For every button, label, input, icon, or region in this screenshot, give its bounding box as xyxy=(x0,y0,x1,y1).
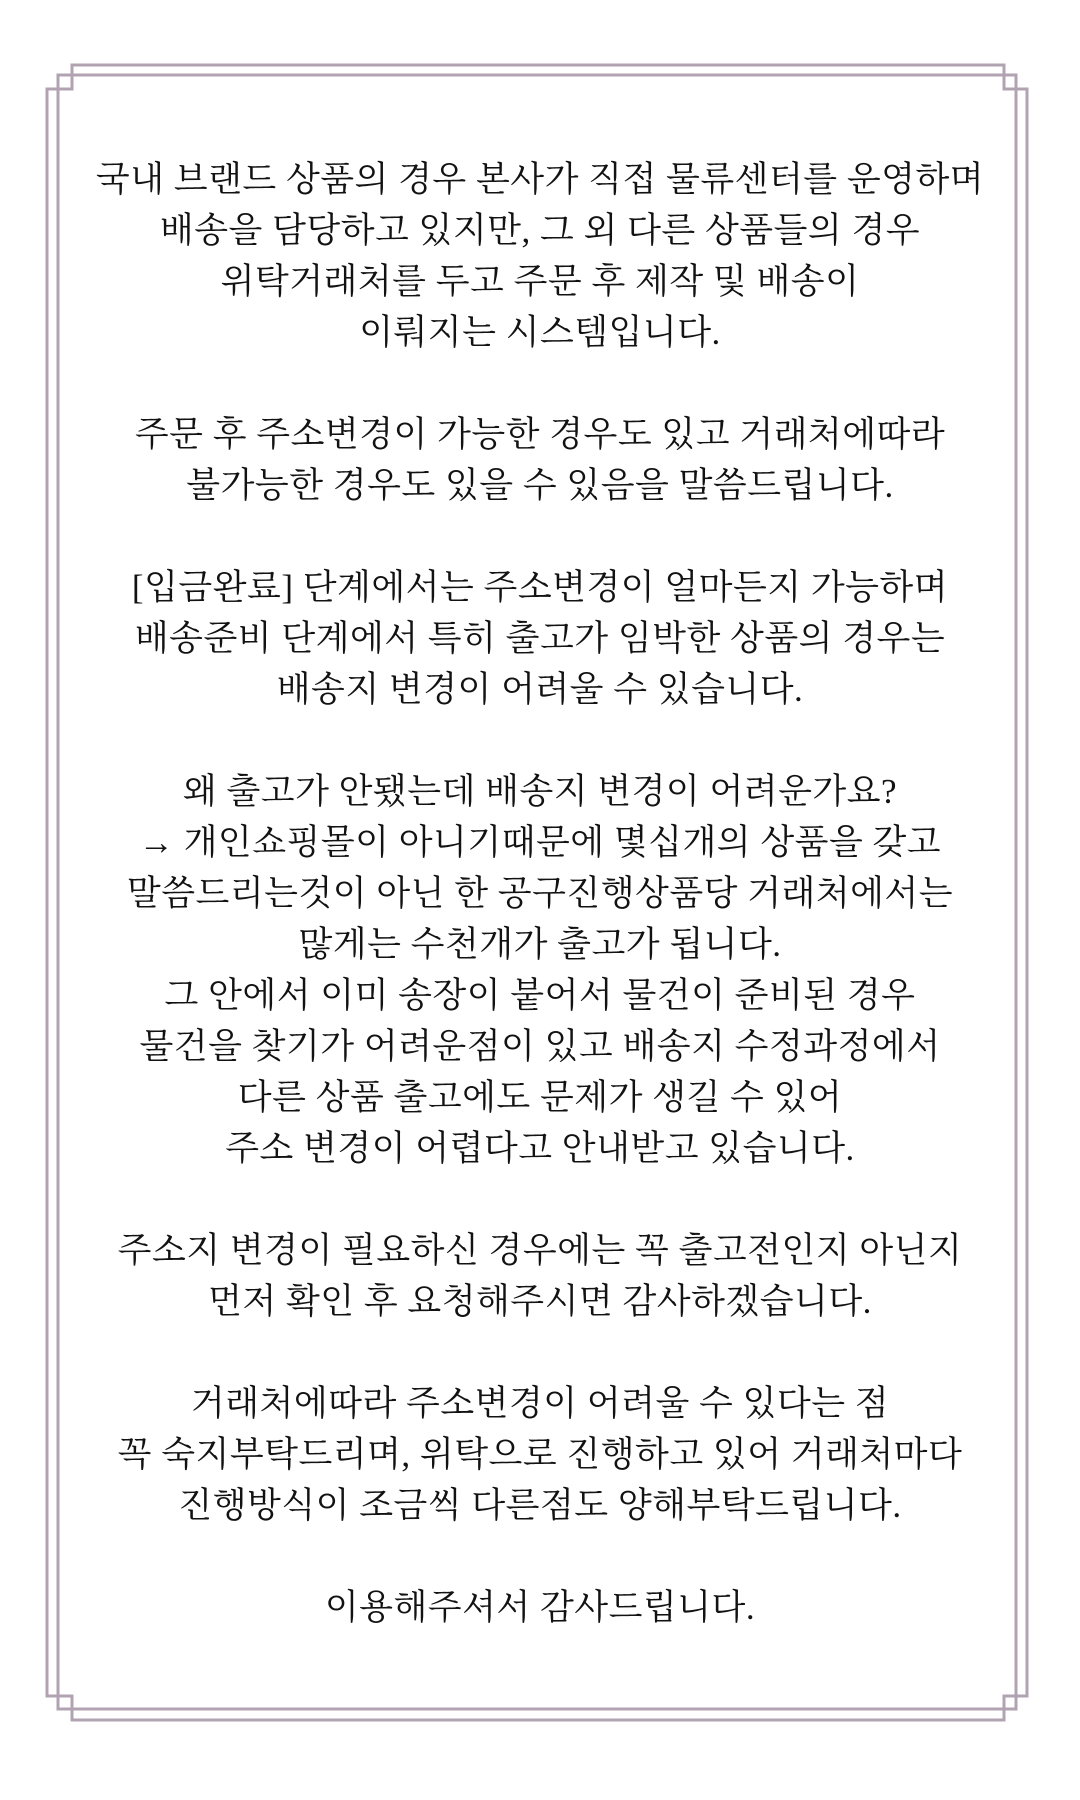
paragraph xyxy=(70,562,1010,715)
text-line: 주소지 변경이 필요하신 경우에는 꼭 출고전인지 아닌지 xyxy=(117,1231,963,1270)
text-line: 배송을 담당하고 있지만, 그 외 다른 상품들의 경우 xyxy=(159,211,921,250)
text-line: 배송지 변경이 어려울 수 있습니다. xyxy=(276,670,804,709)
text-line: 이용해주셔서 감사드립니다. xyxy=(324,1588,756,1627)
text-line: 먼저 확인 후 요청해주시면 감사하겠습니다. xyxy=(208,1282,872,1321)
text-line: [입금완료] 단계에서는 주소변경이 얼마든지 가능하며 xyxy=(131,568,949,607)
text-line: 왜 출고가 안됐는데 배송지 변경이 어려운가요? xyxy=(182,772,898,811)
paragraph xyxy=(70,154,1010,358)
paragraph xyxy=(70,1378,1010,1531)
paragraph xyxy=(70,409,1010,511)
text-line: 말씀드리는것이 아닌 한 공구진행상품당 거래처에서는 xyxy=(126,874,954,913)
text-line: 꼭 숙지부탁드리며, 위탁으로 진행하고 있어 거래처마다 xyxy=(117,1435,963,1474)
text-line: 국내 브랜드 상품의 경우 본사가 직접 물류센터를 운영하며 xyxy=(95,160,985,199)
paragraph xyxy=(70,1582,1010,1633)
text-line: 다른 상품 출고에도 문제가 생길 수 있어 xyxy=(237,1078,843,1117)
paragraph xyxy=(70,766,1010,1174)
text-line: 거래처에따라 주소변경이 어려울 수 있다는 점 xyxy=(190,1384,890,1423)
text-line: 배송준비 단계에서 특히 출고가 임박한 상품의 경우는 xyxy=(134,619,946,658)
text-line: 물건을 찾기가 어려운점이 있고 배송지 수정과정에서 xyxy=(139,1027,941,1066)
text-line: → 개인쇼핑몰이 아니기때문에 몇십개의 상품을 갖고 xyxy=(138,823,942,862)
text-line: 이뤄지는 시스템입니다. xyxy=(359,313,721,352)
shipping-notice-text xyxy=(70,154,1010,1633)
text-line: 진행방식이 조금씩 다른점도 양해부탁드립니다. xyxy=(178,1486,902,1525)
text-line: 위탁거래처를 두고 주문 후 제작 및 배송이 xyxy=(220,262,860,301)
text-line: 많게는 수천개가 출고가 됩니다. xyxy=(298,925,782,964)
text-line: 주문 후 주소변경이 가능한 경우도 있고 거래처에따라 xyxy=(134,415,946,454)
paragraph xyxy=(70,1225,1010,1327)
text-line: 그 안에서 이미 송장이 붙어서 물건이 준비된 경우 xyxy=(164,976,916,1015)
text-line: 주소 변경이 어렵다고 안내받고 있습니다. xyxy=(225,1129,855,1168)
text-line: 불가능한 경우도 있을 수 있음을 말씀드립니다. xyxy=(186,466,894,505)
